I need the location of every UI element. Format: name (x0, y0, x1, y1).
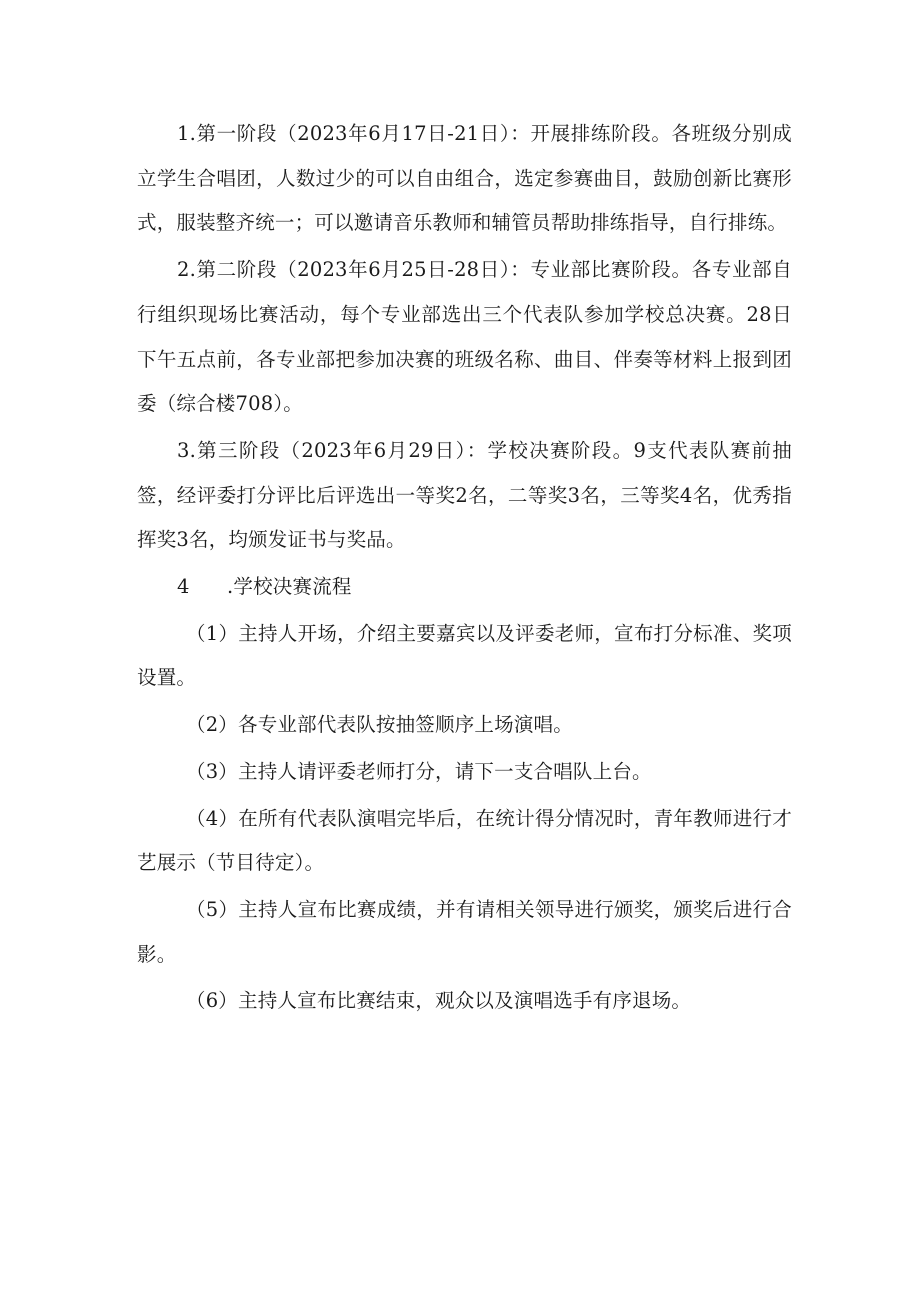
paragraph-final-process (137, 565, 792, 610)
step-6 (137, 979, 792, 1024)
paragraph-number: 2. (177, 258, 197, 282)
step-number: （1） (186, 621, 239, 645)
step-number: （6） (186, 989, 239, 1013)
step-text: 各专业部代表队按抽签顺序上场演唱。 (238, 713, 573, 737)
step-5 (137, 888, 792, 977)
step-number: （3） (186, 759, 239, 783)
step-2 (137, 703, 792, 748)
paragraph-stage-1 (137, 112, 792, 246)
paragraph-text: 第二阶段（2023年6月25日-28日）：专业部比赛阶段。各专业部自行组织现场比赛活动，每个专业部选出三个代表队参加学校总决赛。28日下午五点前，各专业部把参加决赛的班级名称、曲目、伴奏等材料上报到团委（综合楼708）。 (137, 258, 792, 416)
step-text: 主持人宣布比赛结束，观众以及演唱选手有序退场。 (238, 989, 692, 1013)
paragraph-number: 1. (177, 122, 197, 145)
paragraph-number: 3. (177, 438, 197, 462)
paragraph-stage-2 (137, 248, 792, 427)
step-number: （2） (186, 713, 239, 737)
step-4 (137, 797, 792, 886)
step-3 (137, 750, 792, 795)
paragraph-text: 第一阶段（2023年6月17日-21日）：开展排练阶段。各班级分别成立学生合唱团，人数过少的可以自由组合，选定参赛曲目，鼓励创新比赛形式，服装整齐统一；可以邀请音乐教师和辅管员帮助排练指导，自行排练。 (137, 122, 792, 235)
step-text: 主持人请评委老师打分，请下一支合唱队上台。 (238, 759, 652, 783)
document-body (137, 112, 792, 1024)
paragraph-text: 第三阶段（2023年6月29日）：学校决赛阶段。9支代表队赛前抽签，经评委打分评比后评选出一等奖2名，二等奖3名，三等奖4名，优秀指挥奖3名，均颁发证书与奖品。 (137, 438, 792, 552)
paragraph-stage-3 (137, 429, 792, 563)
step-text: 在所有代表队演唱完毕后，在统计得分情况时，青年教师进行才艺展示（节目待定）。 (137, 806, 792, 875)
step-text: 主持人开场，介绍主要嘉宾以及评委老师，宣布打分标准、奖项设置。 (137, 621, 792, 690)
paragraph-text: .学校决赛流程 (227, 575, 352, 599)
step-1 (137, 612, 792, 701)
step-text: 主持人宣布比赛成绩，并有请相关领导进行颁奖，颁奖后进行合影。 (137, 897, 792, 966)
paragraph-number: 4 (177, 575, 190, 599)
step-number: （4） (186, 806, 239, 830)
step-number: （5） (186, 897, 239, 921)
